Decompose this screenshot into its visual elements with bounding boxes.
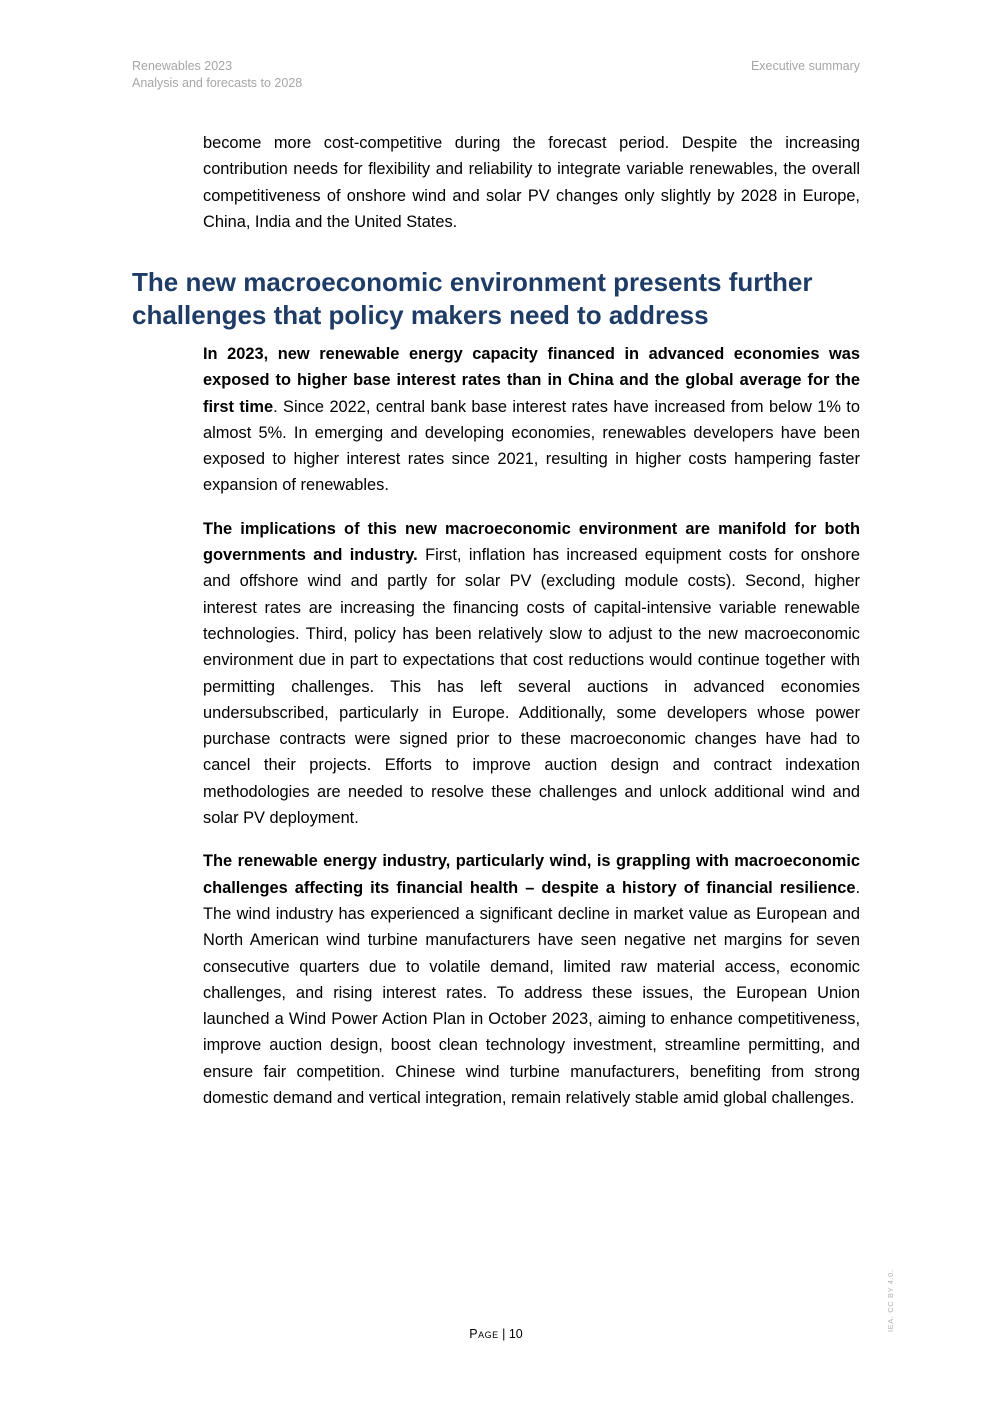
report-subtitle: Analysis and forecasts to 2028 <box>132 76 303 90</box>
page-label: Page <box>469 1327 499 1341</box>
running-header-right <box>751 58 860 75</box>
report-title: Renewables 2023 <box>132 59 233 73</box>
paragraph-lead: The renewable energy industry, particularly wind, is grappling with macroeconomic challenges affecting its financial health – despite a history of financial resilience <box>203 852 860 897</box>
page-separator: | <box>498 1327 509 1341</box>
paragraph-wind-industry <box>203 848 860 1111</box>
intro-block <box>203 130 860 235</box>
paragraph-text: . Since 2022, central bank base interest rates have increased from below 1% to almost 5%. In emerging and developing economies, renewables developers have been exposed to higher interest rates since 2021, resulting in higher costs hampering faster expansion of renewables. <box>203 397 860 495</box>
paragraph-text: First, inflation has increased equipment costs for onshore and offshore wind and partly for solar PV (excluding module costs). Second, higher interest rates are increasing the financing costs of capital-intensive variable renewable technologies. Third, policy has been relatively slow to adjust to the new macroeconomic environment due in part to expectations that cost reductions would continue together with permitting challenges. This has left several auctions in advanced economies undersubscribed, particularly in Europe. Additionally, some developers whose power purchase contracts were signed prior to these macroeconomic changes have had to cancel their projects. Efforts to improve auction design and contract indexation methodologies are needed to resolve these challenges and unlock additional wind and solar PV deployment. <box>203 546 860 828</box>
section-name: Executive summary <box>750 59 860 73</box>
paragraph-text: . The wind industry has experienced a significant decline in market value as European and North American wind turbine manufacturers have seen negative net margins for seven consecutive quarters due to volatile demand, limited raw material access, economic challenges, and rising interest rates. To address these issues, the European Union launched a Wind Power Action Plan in October 2023, aiming to enhance competitiveness, improve auction design, boost clean technology investment, streamline permitting, and ensure fair competition. Chinese wind turbine manufacturers, benefiting from strong domestic demand and vertical integration, remain relatively stable amid global challenges. <box>203 878 860 1108</box>
paragraph-lead: In 2023, new renewable energy capacity financed in advanced economies was exposed to higher base interest rates than in China and the global average for the first time <box>203 345 860 416</box>
paragraph-implications <box>203 516 860 832</box>
running-header-left <box>132 58 302 92</box>
paragraph-interest-rates <box>203 341 860 499</box>
license-note: IEA. CC BY 4.0. <box>886 1269 895 1332</box>
page-number <box>0 1326 992 1342</box>
intro-paragraph: become more cost-competitive during the forecast period. Despite the increasing contribution needs for flexibility and reliability to integrate variable renewables, the overall competitiveness of onshore wind and solar PV changes only slightly by 2028 in Europe, China, India and the United States. <box>203 134 860 231</box>
section-body <box>203 341 860 1128</box>
paragraph-lead: The implications of this new macroeconomic environment are manifold for both governments and industry. <box>203 519 860 565</box>
page-number-value: 10 <box>508 1327 523 1341</box>
section-heading: The new macroeconomic environment presents further challenges that policy makers need to address <box>132 267 813 330</box>
